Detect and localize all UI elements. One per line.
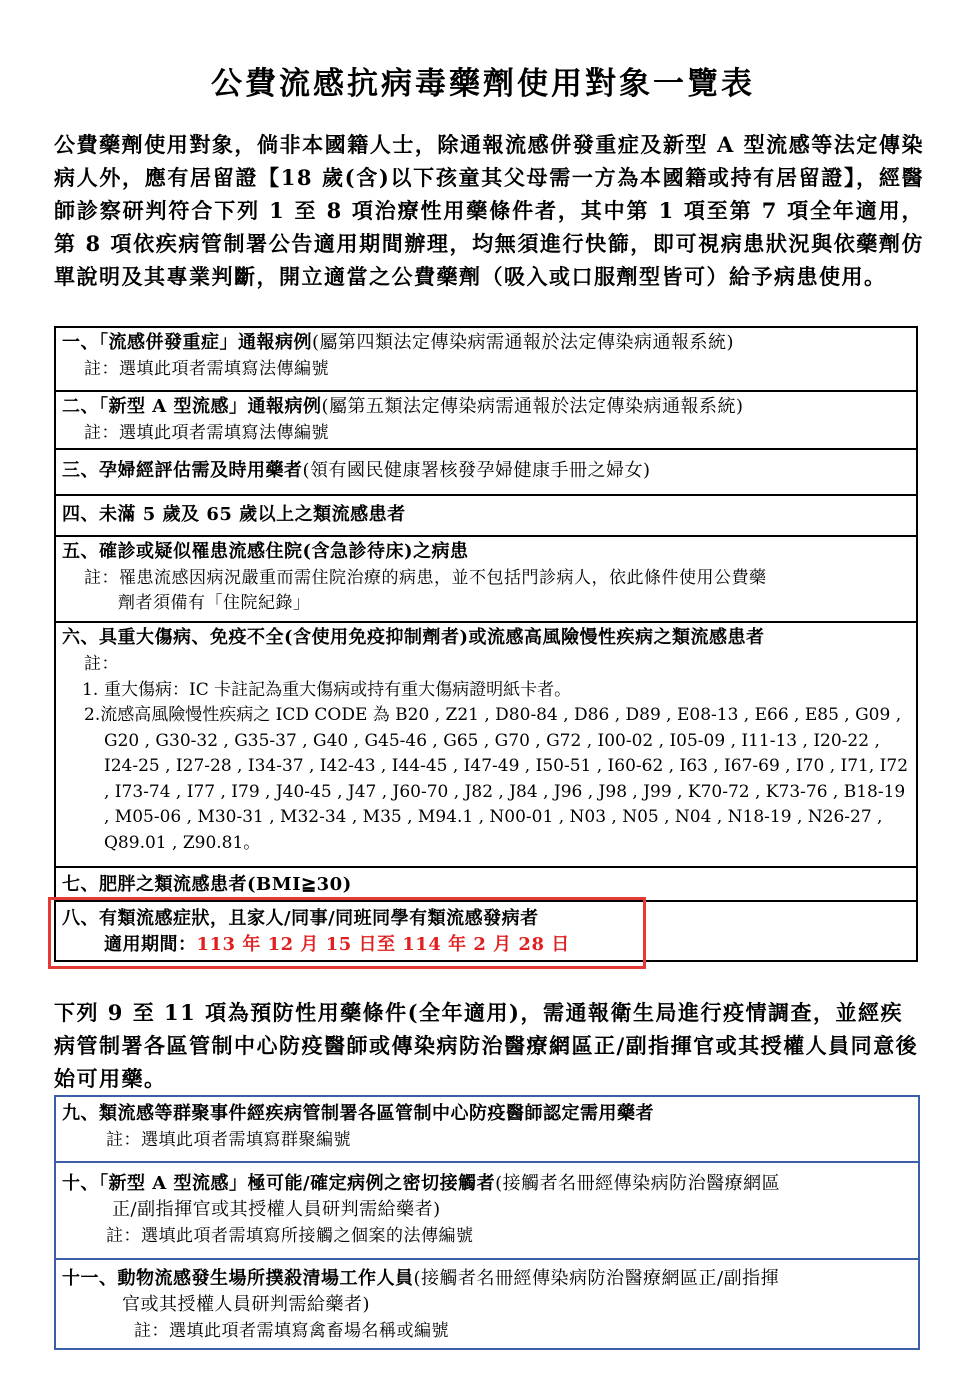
condition-10-detail-cont: 正/副指揮官或其授權人員研判需給藥者) bbox=[112, 1199, 441, 1220]
period-label: 適用期間： bbox=[104, 934, 197, 955]
condition-row-4 bbox=[56, 494, 916, 535]
condition-5-title: 五、確診或疑似罹患流感住院(含急診待床)之病患 bbox=[62, 541, 469, 562]
condition-9-title: 九、類流感等群聚事件經疾病管制署各區管制中心防疫醫師認定需用藥者 bbox=[62, 1103, 654, 1124]
condition-6-sub-1: 1. 重大傷病：IC 卡註記為重大傷病或持有重大傷病證明紙卡者。 bbox=[82, 680, 572, 700]
condition-row-1 bbox=[56, 328, 916, 390]
condition-1-title: 一、「流感併發重症」通報病例 bbox=[62, 332, 312, 353]
condition-2-detail: (屬第五類法定傳染病需通報於法定傳染病通報系統) bbox=[321, 396, 744, 417]
condition-11-title: 十一、動物流感發生場所撲殺清場工作人員 bbox=[62, 1268, 414, 1289]
condition-1-note: 註：選填此項者需填寫法傳編號 bbox=[84, 359, 329, 379]
condition-row-3 bbox=[56, 448, 916, 494]
condition-2-title: 二、「新型 A 型流感」通報病例 bbox=[62, 396, 322, 417]
condition-row-7 bbox=[56, 866, 916, 900]
page-title: 公費流感抗病毒藥劑使用對象一覽表 bbox=[211, 66, 755, 102]
condition-6-note: 註： bbox=[84, 654, 119, 674]
prevention-conditions-table bbox=[54, 1095, 920, 1350]
condition-10-detail: (接觸者名冊經傳染病防治醫療網區 bbox=[495, 1173, 781, 1194]
condition-3-title: 三、孕婦經評估需及時用藥者 bbox=[62, 460, 303, 481]
condition-row-6 bbox=[56, 621, 916, 866]
prevention-paragraph: 下列 9 至 11 項為預防性用藥條件(全年適用)，需通報衛生局進行疫情調查，並經疾病管制署各區管制中心防疫醫師或傳染病防治醫療網區正/副指揮官或其授權人員同意後始可用藥。 bbox=[54, 1000, 919, 1091]
condition-9-note: 註：選填此項者需填寫群聚編號 bbox=[106, 1130, 351, 1150]
period-dates: 113 年 12 月 15 日至 114 年 2 月 28 日 bbox=[196, 934, 570, 955]
condition-row-2 bbox=[56, 390, 916, 448]
condition-3-detail: (領有國民健康署核發孕婦健康手冊之婦女) bbox=[302, 460, 651, 481]
condition-6-title: 六、具重大傷病、免疫不全(含使用免疫抑制劑者)或流感高風險慢性疾病之類流感患者 bbox=[62, 627, 765, 648]
condition-row-11 bbox=[56, 1258, 918, 1348]
condition-10-note: 註：選填此項者需填寫所接觸之個案的法傳編號 bbox=[106, 1226, 474, 1246]
condition-1-detail: (屬第四類法定傳染病需通報於法定傳染病通報系統) bbox=[312, 332, 735, 353]
treatment-conditions-table bbox=[54, 326, 918, 962]
condition-5-note-cont: 劑者須備有「住院紀錄」 bbox=[118, 593, 311, 613]
condition-5-note: 註：罹患流感因病況嚴重而需住院治療的病患，並不包括門診病人，依此條件使用公費藥 bbox=[84, 568, 767, 588]
condition-11-detail-cont: 官或其授權人員研判需給藥者) bbox=[122, 1294, 371, 1315]
condition-row-9 bbox=[56, 1097, 918, 1161]
intro-paragraph: 公費藥劑使用對象，倘非本國籍人士，除通報流感併發重症及新型 A 型流感等法定傳染病人外，應有居留證【18 歲(含)以下孩童其父母需一方為本國籍或持有居留證】，經醫師診察研判符合下列 1 至 8 項治療性用藥條件者，其中第 1 項至第 7 項全年適用，第 8 項依疾病管制署公告適用期間辦理，均無須進行快篩，即可視病患狀況與依藥劑仿單說明及其專業判斷，開立適當之公費藥劑（吸入或口服劑型皆可）給予病患使用。 bbox=[54, 132, 924, 289]
condition-10-title: 十、「新型 A 型流感」極可能/確定病例之密切接觸者 bbox=[62, 1173, 496, 1194]
condition-11-note: 註：選填此項者需填寫禽畜場名稱或編號 bbox=[134, 1321, 449, 1341]
condition-row-10 bbox=[56, 1161, 918, 1258]
condition-7-title: 七、肥胖之類流感患者(BMI≧30) bbox=[62, 874, 352, 895]
condition-8-title: 八、有類流感症狀，且家人/同事/同班同學有類流感發病者 bbox=[62, 908, 539, 929]
period-highlight-box bbox=[48, 897, 646, 969]
condition-2-note: 註：選填此項者需填寫法傳編號 bbox=[84, 423, 329, 443]
condition-4-title: 四、未滿 5 歲及 65 歲以上之類流感患者 bbox=[62, 504, 406, 525]
condition-row-5 bbox=[56, 535, 916, 621]
condition-11-detail: (接觸者名冊經傳染病防治醫療網區正/副指揮 bbox=[413, 1268, 780, 1289]
icd-code-list: 2.流感高風險慢性疾病之 ICD CODE 為 B20 , Z21 , D80-84 , D86 , D89 , E08-13 , E66 , E85 , G09 , G20 , G30-32 , G35-37 , G40 , G45-46 , G65 , G70 , G72 , I00-02 , I05-09 , I11-13 , I20-22 , I24-25 , I27-28 , I34-37 , I42-43 , I44-45 , I47-49 , I50-51 , I60-62 , I63 , I67-69 , I70 , I71, I72 , I73-74 , I77 , I79 , J40-45 , J47 , J60-70 , J82 , J84 , J96 , J98 , J99 , K70-72 , K73-76 , B18-19 , M05-06 , M30-31 , M32-34 , M35 , M94.1 , N00-01 , N03 , N05 , N04 , N18-19 , N26-27 , Q89.01 , Z90.81。 bbox=[84, 705, 909, 853]
